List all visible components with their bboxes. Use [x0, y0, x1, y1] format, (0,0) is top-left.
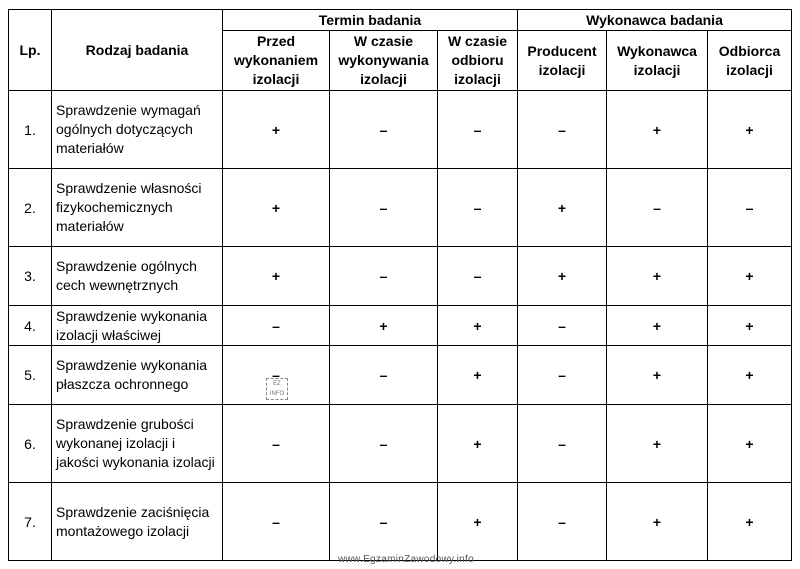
- mark-cell: –: [607, 169, 708, 247]
- watermark-stamp: EZ INFO: [266, 378, 288, 400]
- row-name: Sprawdzenie zaciśnięcia montażowego izolacji: [52, 483, 223, 561]
- row-name: Sprawdzenie wymagań ogólnych dotyczących materiałów: [52, 91, 223, 169]
- mark-cell: +: [438, 306, 518, 346]
- row-name: Sprawdzenie grubości wykonanej izolacji i jakości wykonania izolacji: [52, 405, 223, 483]
- mark-cell: –: [708, 169, 792, 247]
- table-row: [9, 405, 792, 483]
- table-row: [9, 483, 792, 561]
- mark-cell: +: [607, 247, 708, 306]
- mark-cell: –: [518, 306, 607, 346]
- table-row: [9, 169, 792, 247]
- mark-cell: –: [518, 346, 607, 405]
- header-w-czasie-odbioru: W czasie odbioru izolacji: [438, 31, 518, 91]
- mark-cell: –: [330, 405, 438, 483]
- row-name: Sprawdzenie wykonania płaszcza ochronnego: [52, 346, 223, 405]
- mark-cell: +: [708, 306, 792, 346]
- row-name: Sprawdzenie własności fizykochemicznych materiałów: [52, 169, 223, 247]
- mark-cell: +: [607, 91, 708, 169]
- mark-cell: –: [223, 405, 330, 483]
- header-producent: Producent izolacji: [518, 31, 607, 91]
- row-number: 4.: [9, 306, 52, 346]
- mark-cell: +: [708, 91, 792, 169]
- header-rodzaj-badania: Rodzaj badania: [52, 10, 223, 91]
- mark-cell: +: [438, 405, 518, 483]
- mark-cell: +: [223, 169, 330, 247]
- mark-cell: +: [708, 247, 792, 306]
- mark-cell: –: [330, 169, 438, 247]
- mark-cell: +: [518, 247, 607, 306]
- mark-cell: +: [438, 346, 518, 405]
- table-row: [9, 247, 792, 306]
- row-number: 6.: [9, 405, 52, 483]
- header-wykonawca: Wykonawca izolacji: [607, 31, 708, 91]
- inspection-table: [8, 9, 792, 561]
- mark-cell: –: [438, 247, 518, 306]
- mark-cell: +: [330, 306, 438, 346]
- header-lp: Lp.: [9, 10, 52, 91]
- mark-cell: +: [223, 91, 330, 169]
- mark-cell: –: [223, 483, 330, 561]
- footer-site-watermark: www.EgzaminZawodowy.info: [338, 554, 474, 565]
- mark-cell: –: [518, 483, 607, 561]
- row-number: 5.: [9, 346, 52, 405]
- mark-cell: +: [708, 483, 792, 561]
- row-number: 7.: [9, 483, 52, 561]
- table-row: [9, 346, 792, 405]
- mark-cell: –: [330, 346, 438, 405]
- row-number: 2.: [9, 169, 52, 247]
- mark-cell: –: [223, 306, 330, 346]
- mark-cell: +: [708, 346, 792, 405]
- mark-cell: +: [708, 405, 792, 483]
- mark-cell: +: [223, 247, 330, 306]
- header-wykonawca-badania: Wykonawca badania: [518, 10, 792, 31]
- row-number: 1.: [9, 91, 52, 169]
- header-w-czasie-wykonywania: W czasie wykonywania izolacji: [330, 31, 438, 91]
- mark-cell: –: [438, 91, 518, 169]
- mark-cell: –: [518, 405, 607, 483]
- table-row: [9, 306, 792, 346]
- mark-cell: –: [330, 91, 438, 169]
- mark-cell: –: [438, 169, 518, 247]
- table-row: [9, 91, 792, 169]
- header-odbiorca: Odbiorca izolacji: [708, 31, 792, 91]
- mark-cell: +: [518, 169, 607, 247]
- header-termin-badania: Termin badania: [223, 10, 518, 31]
- row-name: Sprawdzenie ogólnych cech wewnętrznych: [52, 247, 223, 306]
- row-name: Sprawdzenie wykonania izolacji właściwej: [52, 306, 223, 346]
- mark-cell: –: [330, 483, 438, 561]
- mark-cell: +: [607, 306, 708, 346]
- mark-cell: –: [330, 247, 438, 306]
- mark-cell: +: [607, 405, 708, 483]
- mark-cell: +: [438, 483, 518, 561]
- mark-cell: –: [223, 346, 330, 405]
- row-number: 3.: [9, 247, 52, 306]
- mark-cell: +: [607, 346, 708, 405]
- mark-cell: +: [607, 483, 708, 561]
- mark-cell: –: [518, 91, 607, 169]
- header-przed-wykonaniem: Przed wykonaniem izolacji: [223, 31, 330, 91]
